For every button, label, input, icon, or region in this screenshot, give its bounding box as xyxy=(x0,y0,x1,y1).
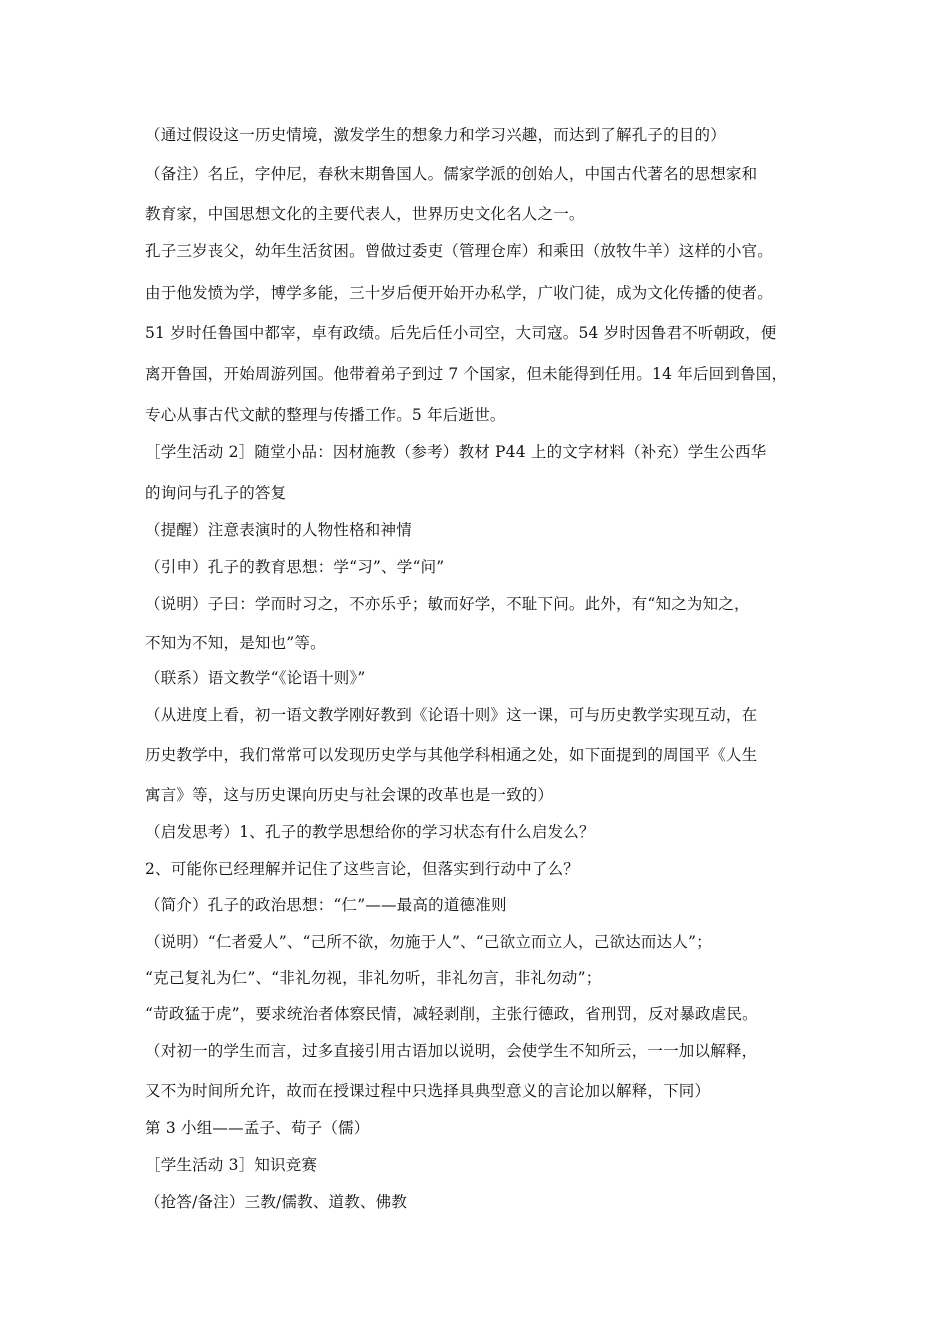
text-line: 由于他发愤为学，博学多能，三十岁后便开始开办私学，广收门徒，成为文化传播的使者。 xyxy=(145,284,774,302)
text-line: （提醒）注意表演时的人物性格和神情 xyxy=(145,521,412,539)
text-line: 2、可能你已经理解并记住了这些言论，但落实到行动中了么？ xyxy=(145,860,579,878)
text-line: ［学生活动 3］知识竞赛 xyxy=(145,1156,318,1174)
text-line: ［学生活动 2］随堂小品：因材施教（参考）教材 P44 上的文字材料（补充）学生公西华 xyxy=(145,443,767,461)
text-line: 不知为不知，是知也”等。 xyxy=(145,634,326,652)
text-line: “苛政猛于虎”，要求统治者体察民情，减轻剥削，主张行德政，省刑罚，反对暴政虐民。 xyxy=(145,1005,758,1023)
text-line: （通过假设这一历史情境，激发学生的想象力和学习兴趣，而达到了解孔子的目的） xyxy=(145,126,726,144)
text-line: （对初一的学生而言，过多直接引用古语加以说明，会使学生不知所云，一一加以解释， xyxy=(145,1042,758,1060)
text-line: 寓言》等，这与历史课向历史与社会课的改革也是一致的） xyxy=(145,786,554,804)
text-line: 孔子三岁丧父，幼年生活贫困。曾做过委吏（管理仓库）和乘田（放牧牛羊）这样的小官。 xyxy=(145,242,774,260)
text-line: （说明）“仁者爱人”、“己所不欲，勿施于人”、“己欲立而立人，己欲达而达人”； xyxy=(145,933,712,951)
text-line: 第 3 小组——孟子、荀子（儒） xyxy=(145,1119,370,1137)
text-line: （简介）孔子的政治思想：“仁”——最高的道德准则 xyxy=(145,896,507,914)
text-line: 51 岁时任鲁国中都宰，卓有政绩。后先后任小司空，大司寇。54 岁时因鲁君不听朝政，便 xyxy=(145,324,777,342)
text-line: （抢答/备注）三教/儒教、道教、佛教 xyxy=(145,1193,408,1211)
text-line: （备注）名丘，字仲尼，春秋末期鲁国人。儒家学派的创始人，中国古代著名的思想家和 xyxy=(145,165,758,183)
text-line: 又不为时间所允许，故而在授课过程中只选择具典型意义的言论加以解释，下同） xyxy=(145,1082,711,1100)
text-line: （引申）孔子的教育思想：学“习”、学“问” xyxy=(145,558,445,576)
text-line: 专心从事古代文献的整理与传播工作。5 年后逝世。 xyxy=(145,406,506,424)
text-line: 教育家，中国思想文化的主要代表人，世界历史文化名人之一。 xyxy=(145,205,585,223)
text-line: （启发思考）1、孔子的教学思想给你的学习状态有什么启发么？ xyxy=(145,823,595,841)
text-line: （从进度上看，初一语文教学刚好教到《论语十则》这一课，可与历史教学实现互动，在 xyxy=(145,706,758,724)
text-line: “克己复礼为仁”、“非礼勿视，非礼勿听，非礼勿言，非礼勿动”； xyxy=(145,969,602,987)
text-line: 离开鲁国，开始周游列国。他带着弟子到过 7 个国家，但未能得到任用。14 年后回到鲁国， xyxy=(145,365,788,383)
text-line: 历史教学中，我们常常可以发现历史学与其他学科相通之处，如下面提到的周国平《人生 xyxy=(145,746,758,764)
text-line: 的询问与孔子的答复 xyxy=(145,484,287,502)
text-line: （联系）语文教学“《论语十则》” xyxy=(145,669,366,687)
text-line: （说明）子曰：学而时习之，不亦乐乎；敏而好学，不耻下问。此外，有“知之为知之， xyxy=(145,595,750,613)
